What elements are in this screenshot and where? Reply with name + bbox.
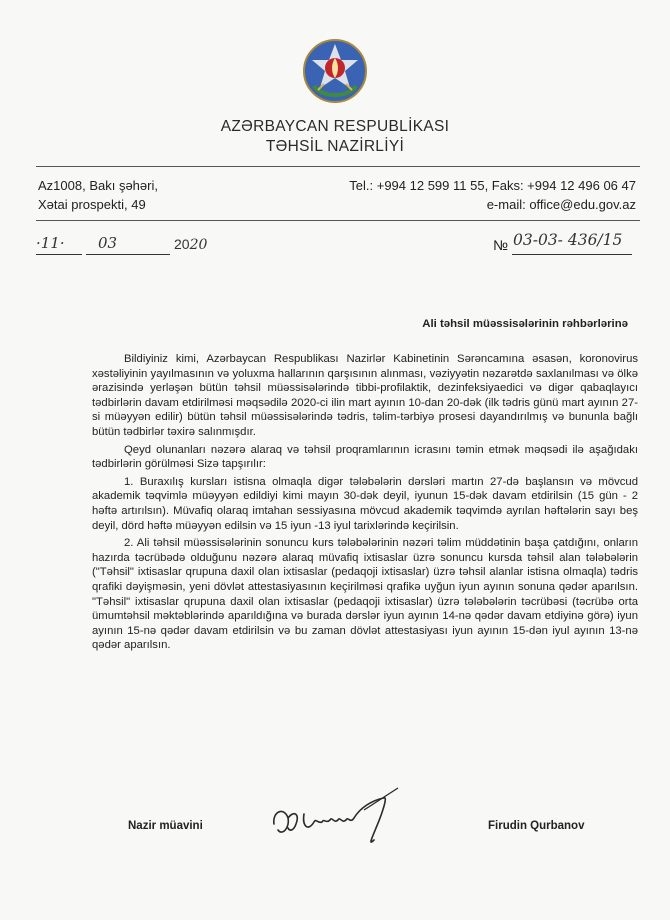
paragraph-item-1: 1. Buraxılış kursları istisna olmaqla digər tələbələrin dərsləri martın 27-də başlansın və mövcud akademik təqvimlə müəyyən edildiyi kimi mayın 30-dək deyil, iyunun 15-dək davam etdirilsin (15 gün - 2 həftə artırılsın). Müvafiq olaraq imtahan sessiyasına mövcud akademik təqvimdə ayrılan həftələrin sayı beş deyil, dörd həftə müəyyən edilsin və 15 iyun -13 iyul tarixlərində keçirilsin. <box>92 475 638 532</box>
paragraph-item-2: 2. Ali təhsil müəssisələrinin sonuncu kurs tələbələrinin nəzəri təlim müddətinin başa çatdığını, onların hazırda təcrübədə olduğunu nəzərə alaraq müvafiq ixtisaslar üzrə sonuncu kursda təhsil alan tələbələrin ("Təhsil" ixtisaslar qrupuna daxil olan ixtisaslar (pedaqoji ixtisaslar) üzrə təhsil alanlar istisna olmaqla) tədris qrafiki dəyişməsin, yeni dövlət attestasiyasının keçirilməsi qrafikə uyğun iyun ayının sonuna qədər aparılsın. "Təhsil" ixtisaslar qrupuna daxil olan ixtisaslar (pedaqoji ixtisaslar) üzrə tələbələrin təcrübəsi (təcrübə orta ümumtəhsil məktəblərində aparıldığına və burada dərslər iyun ayının 14-nə qədər davam etdiyinə görə) iyun ayının 15-nə qədər davam etdirilsin və bu zaman dövlət attestasiyası iyun ayının 15-dən iyul ayının 13-nə qədər aparılsın. <box>92 537 638 652</box>
header-rule-bottom <box>36 220 640 221</box>
ministry-name-line: TƏHSİL NAZİRLİYİ <box>265 138 405 155</box>
date-day: ·11· <box>36 234 65 252</box>
signatory-title: Nazir müavini <box>128 820 203 832</box>
contact-block <box>349 176 636 214</box>
state-emblem-icon <box>302 38 368 104</box>
header-rule-top <box>36 166 640 167</box>
document-number-underline <box>512 254 632 255</box>
date-year-prefix: 20 <box>174 236 190 252</box>
letter-body <box>92 352 638 656</box>
paragraph-instruction: Qeyd olunanları nəzərə alaraq və təhsil proqramlarının icrasını təmin etmək məqsədi ilə aşağıdakı tədbirlərin görülməsi Sizə tapşırılır: <box>92 443 638 471</box>
date-year-hand: 20 <box>189 237 208 253</box>
phone-fax-line: Tel.: +994 12 599 11 55, Faks: +994 12 496 06 47 <box>349 178 636 193</box>
address-line-1: Az1008, Bakı şəhəri, <box>38 178 158 193</box>
date-month-underline <box>86 254 170 255</box>
signatory-name: Firudin Qurbanov <box>488 820 585 832</box>
date-day-underline <box>36 254 82 255</box>
document-number-prefix: № <box>493 237 509 253</box>
email-line: e-mail: office@edu.gov.az <box>486 197 636 212</box>
address-line-2: Xətai prospekti, 49 <box>38 197 146 212</box>
date-year <box>174 236 207 253</box>
recipient-line: Ali təhsil müəssisələrinin rəhbərlərinə <box>422 318 628 330</box>
address-block <box>38 176 158 214</box>
paragraph-intro: Bildiyiniz kimi, Azərbaycan Respublikası Nazirlər Kabinetinin Sərəncamına əsasən, koronovirus xəstəliyinin yayılmasının və yoluxma hallarının qarşısının alınması, vəziyyətin nəzarətdə saxlanılması və ölkə ərazisində yerləşən bütün təhsil müəssisələrində tibbi-profilaktik, dezinfeksiyaedici və digər qabaqlayıcı tədbirlərin davam etdirilməsi məqsədilə 2020-ci ilin mart ayının 10-dan 20-dək (ilk tədris günü mart ayının 27-si müəyyən edilir) bütün təhsil müəssisələrində tədris, təlim-tərbiyə prosesi dayandırılmış və bununla bağlı bütün tədbirlər təxirə salınmışdır. <box>92 353 638 438</box>
date-month: 03 <box>98 234 118 252</box>
handwritten-signature <box>264 784 414 854</box>
document-number: 03-03- 436/15 <box>513 231 623 249</box>
ministry-country-line: AZƏRBAYCAN RESPUBLİKASI <box>220 118 450 135</box>
